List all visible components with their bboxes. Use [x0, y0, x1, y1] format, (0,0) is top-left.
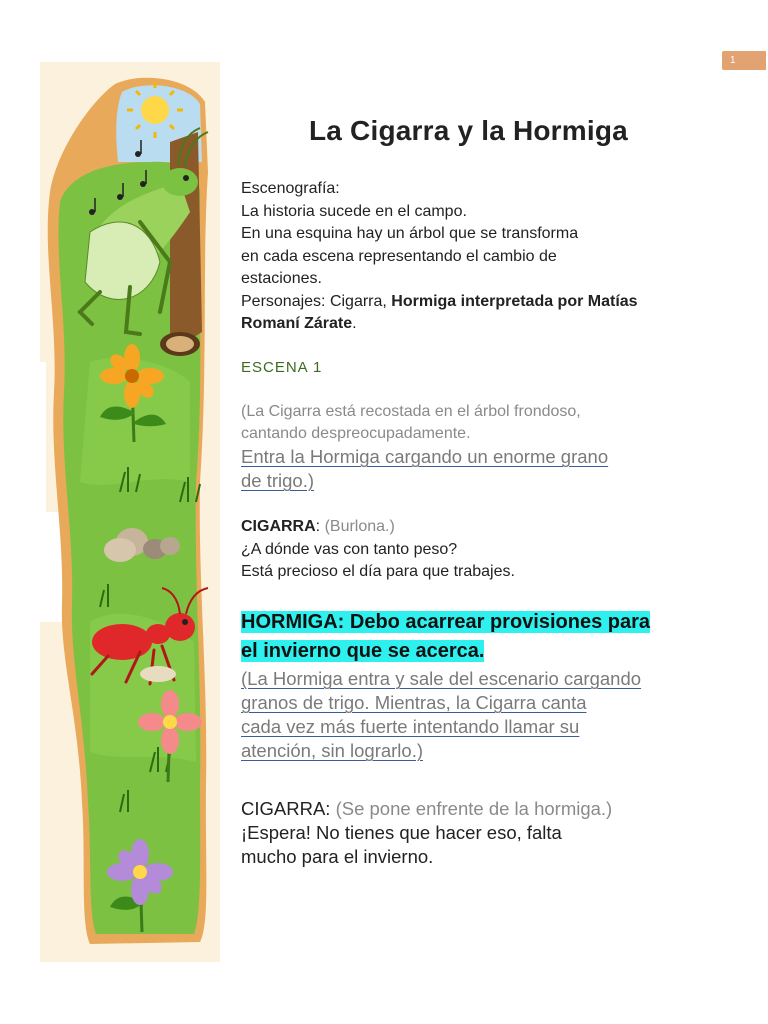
- intro-line: En una esquina hay un árbol que se transforma: [241, 225, 579, 242]
- characters-line-2: Romaní Zárate.: [241, 315, 357, 332]
- intro-line: estaciones.: [241, 270, 322, 287]
- stage-direction-link[interactable]: Entra la Hormiga cargando un enorme grano: [241, 446, 609, 467]
- scenography-label: Escenografía:: [241, 180, 340, 197]
- stage-direction-link[interactable]: de trigo.): [241, 470, 315, 491]
- stage-direction-link[interactable]: cada vez más fuerte intentando llamar su: [241, 716, 580, 737]
- page-number: 1: [722, 51, 766, 70]
- highlighted-line: HORMIGA: Debo acarrear provisiones para: [241, 611, 651, 633]
- scene-heading: ESCENA 1: [241, 359, 323, 376]
- actor-name: Romaní Zárate: [241, 315, 353, 332]
- cigarra-dialogue-2: CIGARRA: (Se pone enfrente de la hormiga.) ¡Espera! No tienes que hacer eso, falta mucho para el invierno.: [241, 798, 613, 867]
- stage-direction-2: [241, 667, 641, 763]
- stage-direction-link[interactable]: granos de trigo. Mientras, la Cigarra canta: [241, 692, 587, 713]
- speaker-name: CIGARRA: [241, 518, 316, 535]
- intro-line: en cada escena representando el cambio de: [241, 247, 557, 265]
- actor-credit: Hormiga interpretada por Matías: [391, 292, 638, 310]
- cigarra-dialogue-1: CIGARRA: (Burlona.) ¿A dónde vas con tanto peso? Está precioso el día para que trabajes.: [241, 518, 515, 580]
- speaker-direction: (Se pone enfrente de la hormiga.): [335, 798, 613, 819]
- intro-line: La historia sucede en el campo.: [241, 202, 467, 220]
- hormiga-dialogue-1: [241, 608, 650, 666]
- characters-line: Personajes: Cigarra, Hormiga interpretada por Matías: [241, 292, 638, 310]
- page-title: La Cigarra y la Hormiga: [309, 115, 628, 146]
- speaker-name: CIGARRA:: [241, 798, 336, 819]
- speaker-direction: (Burlona.): [324, 518, 395, 535]
- stage-direction-link[interactable]: atención, sin lograrlo.): [241, 740, 424, 761]
- intro-block: [241, 178, 638, 336]
- highlighted-line: el invierno que se acerca.: [241, 640, 485, 662]
- stage-direction-link[interactable]: (La Hormiga entra y sale del escenario cargando: [241, 668, 642, 689]
- stage-direction-1: (La Cigarra está recostada en el árbol frondoso, cantando despreocupadamente. Entra la Hormiga cargando un enorme grano de trigo.): [241, 403, 609, 491]
- story-illustration: [30, 62, 220, 962]
